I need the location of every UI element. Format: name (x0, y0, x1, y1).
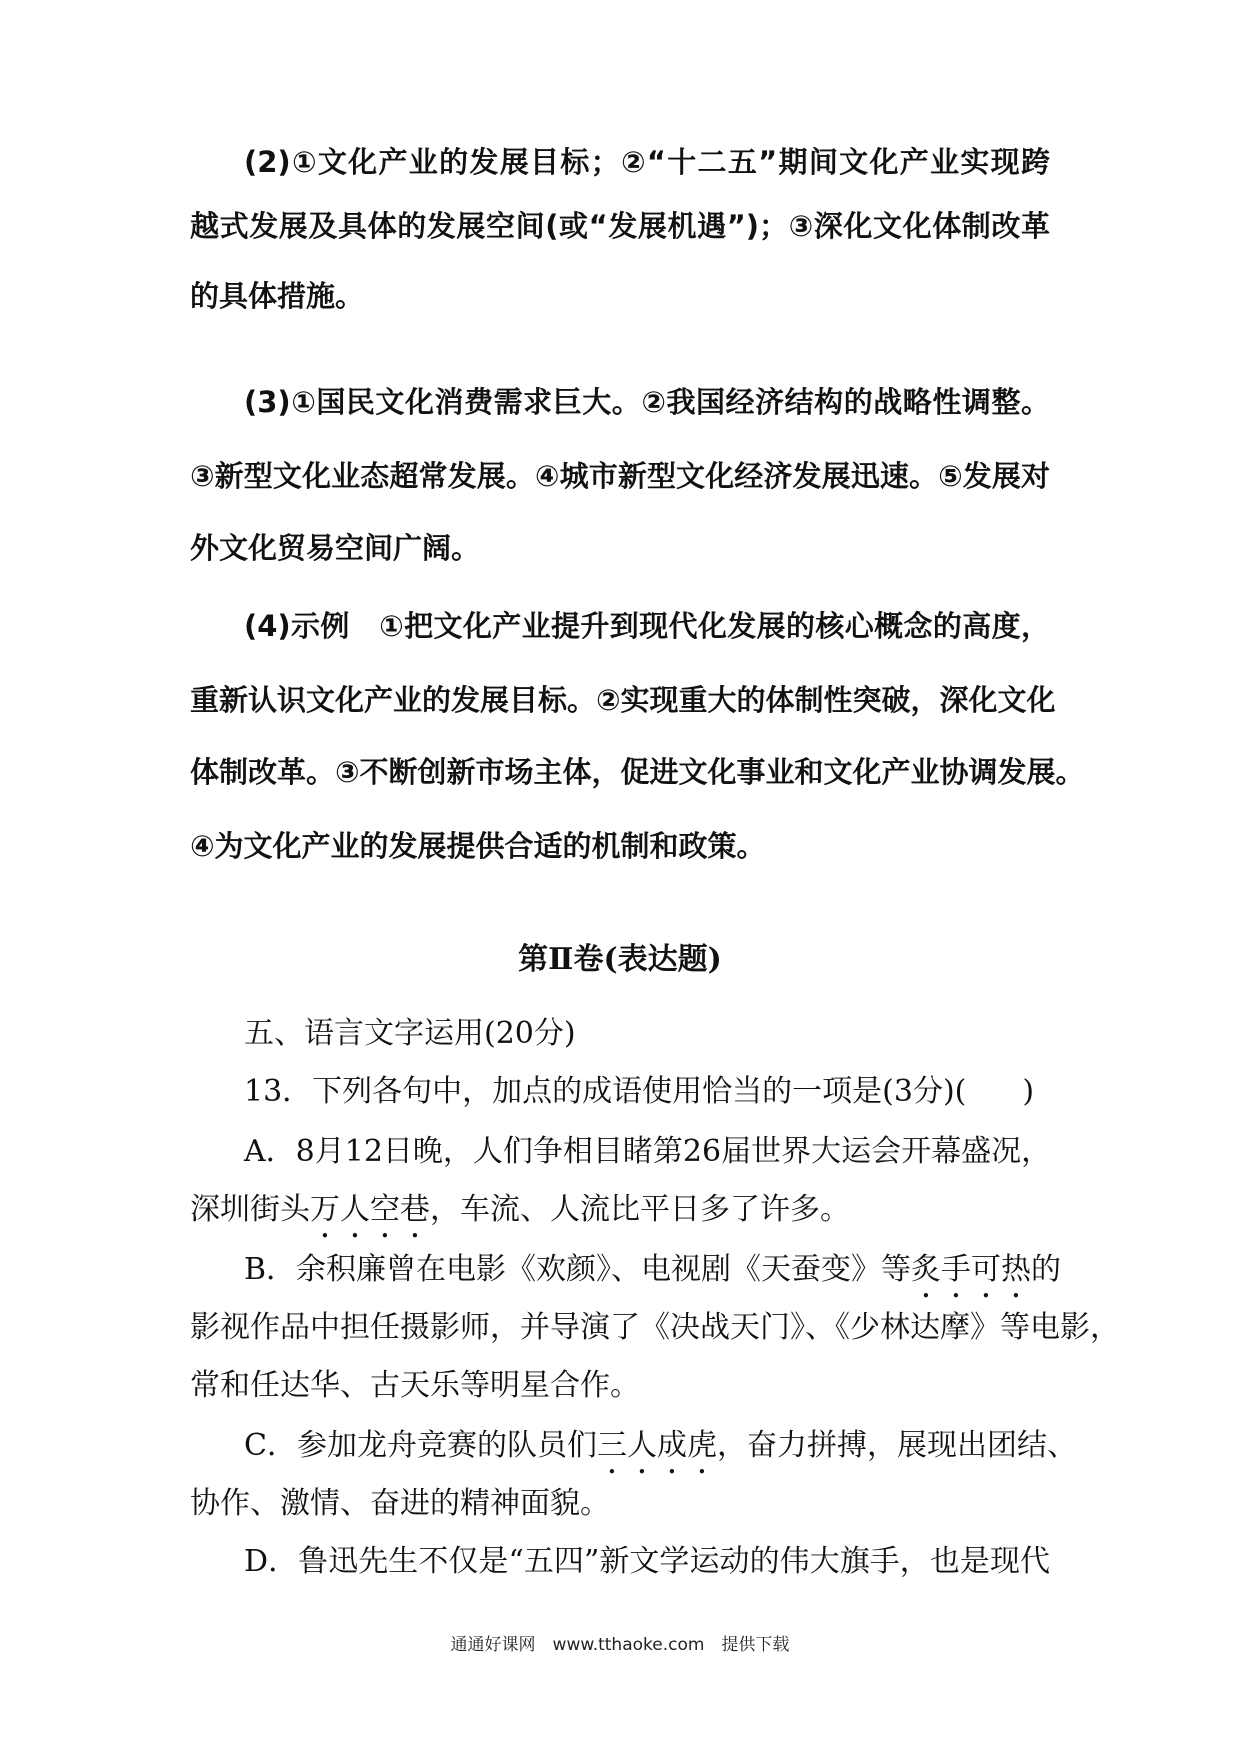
option-a-text-pre: 深圳街头 (190, 1192, 310, 1227)
answer-3-line-3: 外文化贸易空间广阔。 (190, 531, 481, 565)
answer-2-line-3: 的具体措施。 (190, 279, 365, 313)
option-a-line-1: A．8月12日晚，人们争相目睹第26届世界大运会开幕盛况， (244, 1134, 1052, 1169)
option-c-text-post: ，奋力拼搏，展现出团结、 (716, 1428, 1077, 1463)
answer-4-line-3: 体制改革。③不断创新市场主体，促进文化事业和文化产业协调发展。 (190, 755, 1085, 789)
question-13-stem (244, 1072, 1050, 1112)
option-a-line-2 (190, 1190, 1050, 1245)
section-title: 第Ⅱ卷(表达题) (518, 942, 722, 977)
page-footer: 通通好课网 www.tthaoke.com 提供下载 (450, 1635, 790, 1655)
option-a-text-post: ，车流、人流比平日多了许多。 (430, 1192, 850, 1227)
answer-4-line-2: 重新认识文化产业的发展目标。②实现重大的体制性突破，深化文化 (190, 683, 1056, 717)
answer-3-line-1: (3)①国民文化消费需求巨大。②我国经济结构的战略性调整。 (244, 385, 1050, 419)
option-b-line-1 (244, 1250, 1062, 1305)
option-b-text-post: 的 (1031, 1252, 1062, 1287)
option-c-idiom: 三人成虎 (596, 1428, 717, 1463)
option-c-line-2: 协作、激情、奋进的精神面貌。 (190, 1486, 610, 1521)
option-b-line-2: 影视作品中担任摄影师，并导演了《决战天门》、《少林达摩》等电影， (190, 1310, 1120, 1345)
section-part-heading: 五、语言文字运用(20分) (244, 1016, 576, 1051)
option-b-idiom: 炙手可热 (911, 1252, 1032, 1287)
answer-2-line-2: 越式发展及具体的发展空间(或“发展机遇”)；③深化文化体制改革 (190, 209, 1050, 243)
option-d-line-1: D．鲁迅先生不仅是“五四”新文学运动的伟大旗手，也是现代 (244, 1544, 1050, 1579)
answer-3-line-2: ③新型文化业态超常发展。④城市新型文化经济发展迅速。⑤发展对 (190, 459, 1050, 493)
option-c-line-1 (244, 1426, 1077, 1481)
answer-4-line-1: (4)示例 ①把文化产业提升到现代化发展的核心概念的高度， (244, 609, 1050, 643)
option-b-text-pre: B．余积廉曾在电影《欢颜》、电视剧《天蚕变》等 (244, 1252, 912, 1287)
answer-4-line-4: ④为文化产业的发展提供合适的机制和政策。 (190, 829, 766, 863)
option-a-idiom: 万人空巷 (310, 1192, 430, 1227)
option-b-line-3: 常和任达华、古天乐等明星合作。 (190, 1368, 640, 1403)
question-stem-text: 13．下列各句中，加点的成语使用恰当的一项是(3分)( (244, 1074, 967, 1109)
option-c-text-pre: C．参加龙舟竞赛的队员们 (244, 1428, 597, 1463)
question-stem-close: ) (1022, 1074, 1035, 1109)
answer-2-line-1: (2)①文化产业的发展目标；②“十二五”期间文化产业实现跨 (244, 145, 1050, 179)
